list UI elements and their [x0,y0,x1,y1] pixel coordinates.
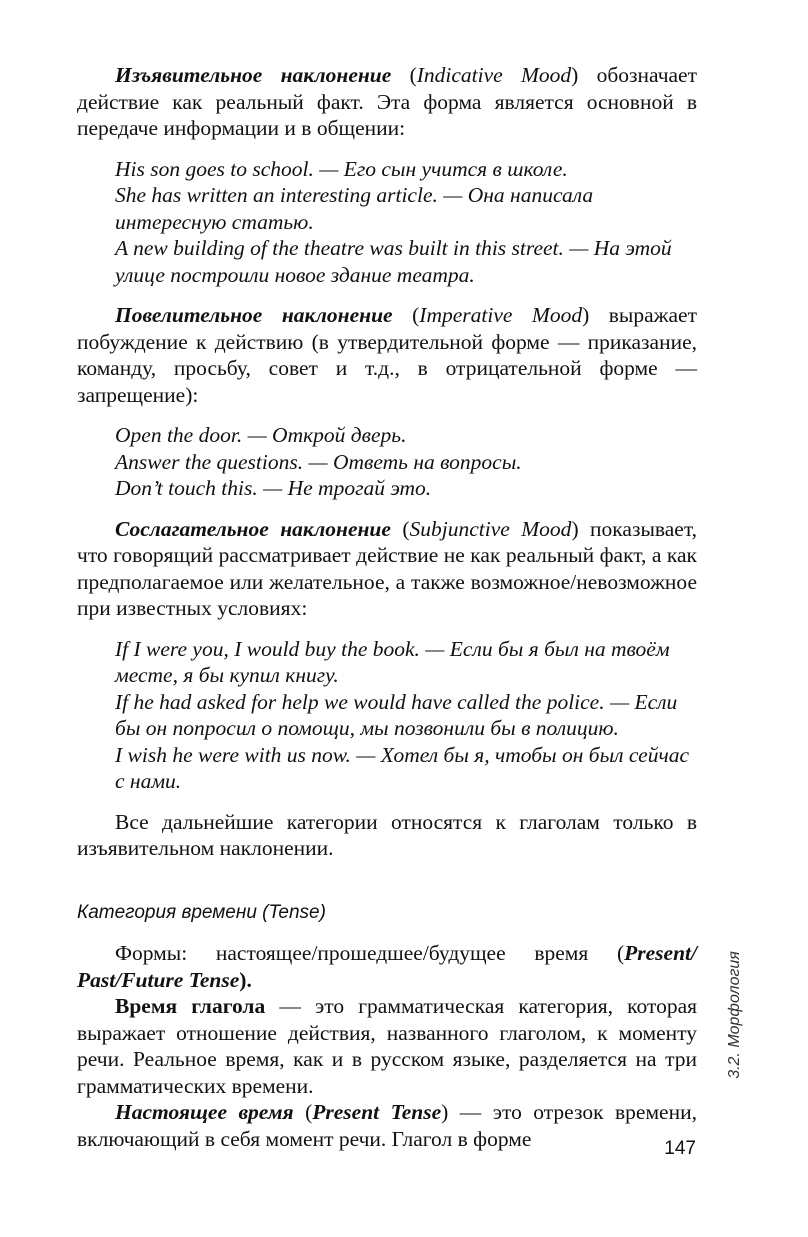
paragraph-verb-tense [77,993,697,1099]
page-number: 147 [664,1138,696,1159]
heading-text: Категория времени ( [77,901,269,923]
paren-open: ( [293,1100,313,1124]
paren-open: ( [390,516,410,541]
paren-open: ( [391,63,417,87]
examples-indicative [77,156,697,289]
forms-text: Формы: настоящее/прошедшее/будущее время ( [115,941,625,965]
example-line: Open the door. — Открой дверь. [115,423,407,447]
term-subjunctive: Сослагательное наклонение [115,516,391,541]
english-term-indicative: Indicative Mood [416,63,572,87]
side-section-label [724,951,746,1079]
page-content [77,62,697,1152]
example-line: His son goes to school. — Его сын учится в школе. [115,156,568,181]
paragraph-present-tense [77,1099,697,1152]
heading-english: Tense [268,901,320,923]
english-term-subjunctive: Subjunctive Mood [409,516,572,541]
english-term-imperative: Imperative Mood [419,303,583,327]
forms-english: Present/ Past/Future Tense [77,941,697,992]
examples-imperative [77,422,697,502]
paragraph-imperative-mood [77,302,697,408]
example-line: A new building of the theatre was built in this street. — На этой улице построили новое здание театра. [115,236,672,287]
paren-open: ( [392,303,420,327]
term-present: Настоящее время [115,1100,294,1124]
term-imperative: Повелительное наклонение [115,303,393,327]
example-line: Don’t touch this. — Не трогай это. [115,476,432,500]
paragraph-subjunctive-mood [77,516,697,622]
english-term-present: Present Tense [312,1100,442,1124]
example-line: I wish he were with us now. — Хотел бы я, чтобы он был сейчас с нами. [115,742,690,793]
term-verb-tense: Время глагола [115,994,266,1018]
paragraph-text: ) показывает, что говорящий рассматривает действие не как реальный факт, а как предполагаемое или желательное, а также возможное/невозможное при известных условиях: [77,516,697,620]
heading-close: ) [319,901,326,923]
example-line: She has written an interesting article. — Она написала интересную статью. [115,183,594,234]
paragraph-forms [77,940,697,993]
forms-close: ). [239,967,252,992]
example-line: Answer the questions. — Ответь на вопросы. [115,449,522,474]
paragraph-indicative-only: Все дальнейшие категории относятся к глаголам только в изъявительном наклонении. [77,809,697,860]
paragraph-text: — это грамматическая категория, которая выражает отношение действия, названного глаголом, к моменту речи. Реальное время, как и в русском языке, разделяется на три грамматических времени. [77,994,698,1098]
examples-subjunctive [77,636,697,795]
term-indicative: Изъявительное наклонение [115,63,392,87]
paragraph-text: ) обозначает действие как реальный факт. Эта форма является основной в передаче информации и в общении: [77,63,697,140]
paragraph-indicative-mood [77,62,697,142]
side-label-text: 3.2. Морфология [726,951,743,1079]
example-line: If he had asked for help we would have called the police. — Если бы он попросил о помощи, мы позвонили бы в полицию. [115,689,678,740]
example-line: If I were you, I would buy the book. — Если бы я был на твоём месте, я бы купил книгу. [115,636,670,687]
paragraph-text: ) выражает побуждение к действию (в утвердительной форме — приказание, команду, просьбу, совет и т.д., в отрицательной форме — запрещение): [77,303,697,407]
section-heading-tense [77,900,697,927]
paragraph-text: ) — это отрезок времени, включающий в себя момент речи. Глагол в форме [77,1100,697,1151]
